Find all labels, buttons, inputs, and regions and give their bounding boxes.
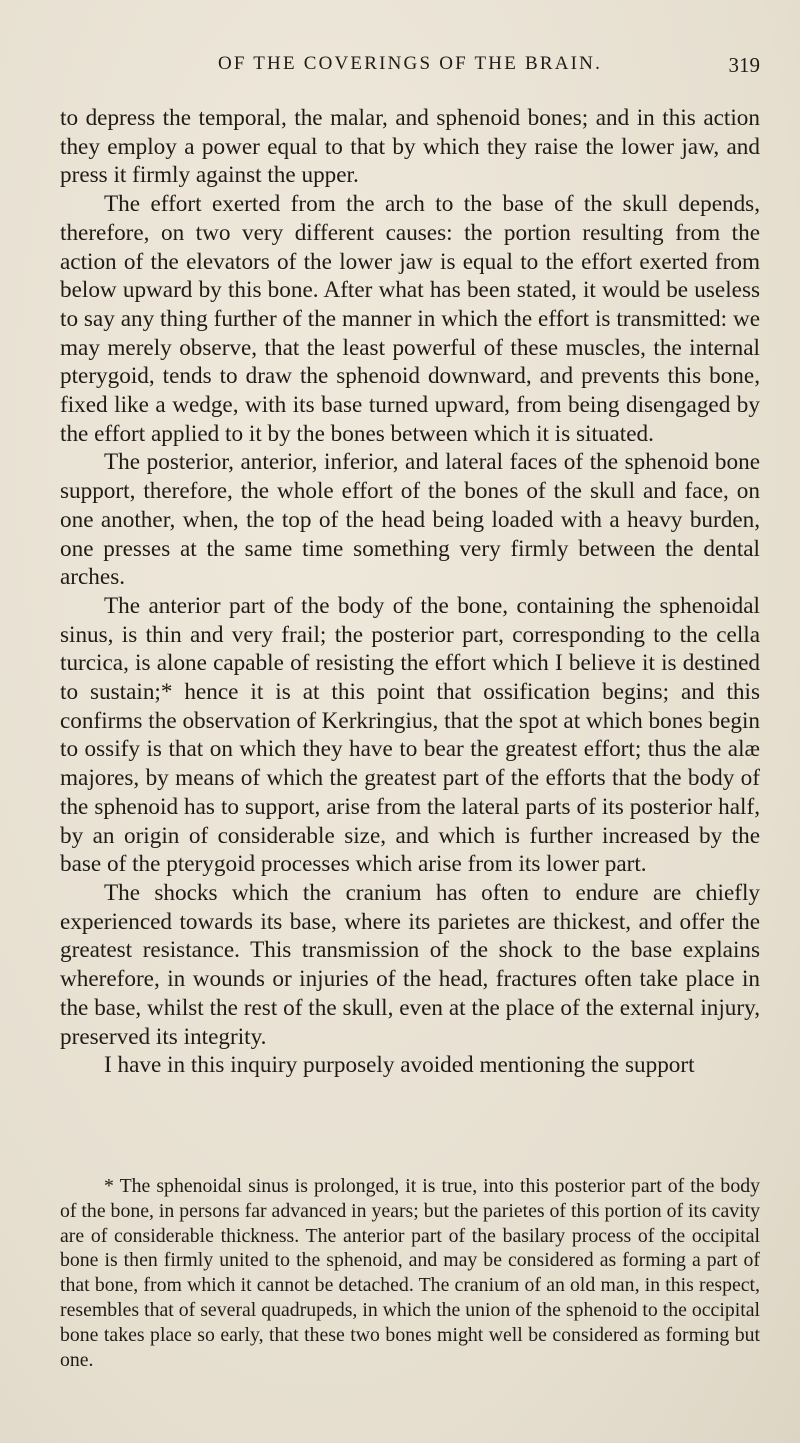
footnote <box>60 1174 760 1372</box>
paragraph: The posterior, anterior, inferior, and lateral faces of the sphenoid bone support, therefore, the whole effort of the bones of the skull and face, on one another, when, the top of the head being loaded with a heavy burden, one presses at the same time something very firmly between the dental arches. <box>60 449 760 591</box>
paragraph: The effort exerted from the arch to the base of the skull depends, therefore, on two very different causes: the portion resulting from the action of the elevators of the lower jaw is equal to the effort exerted from below upward by this bone. After what has been stated, it would be useless to say any thing further of the manner in which the effort is transmitted: we may merely observe, that the least powerful of these muscles, the internal pterygoid, tends to draw the sphenoid downward, and prevents this bone, fixed like a wedge, with its base turned upward, from being disengaged by the effort applied to it by the bones between which it is situated. <box>60 191 760 447</box>
paragraph: The anterior part of the body of the bone, containing the sphenoidal sinus, is thin and very frail; the posterior part, corresponding to the cella turcica, is alone capable of resisting the effort which I believe it is destined to sustain;* hence it is at this point that ossification begins; and this confirms the observation of Kerkringius, that the spot at which bones begin to ossify is that on which they have to bear the greatest effort; thus the alæ majores, by means of which the greatest part of the efforts that the body of the sphenoid has to support, arise from the lateral parts of its posterior half, by an origin of considerable size, and which is further increased by the base of the pterygoid processes which arise from its lower part. <box>60 592 760 878</box>
running-head: OF THE COVERINGS OF THE BRAIN. <box>217 53 603 74</box>
page-number: 319 <box>728 53 760 77</box>
page-header <box>60 53 760 79</box>
paragraph: The shocks which the cranium has often to endure are chiefly experienced towards its base, where its parietes are thickest, and offer the greatest resistance. This transmission of the shock to the base explains wherefore, in wounds or injuries of the head, fractures often take place in the base, whilst the rest of the skull, even at the place of the external injury, preserved its integrity. <box>60 879 760 1050</box>
paragraph-continuation: to depress the temporal, the malar, and sphenoid bones; and in this action they employ a power equal to that by which they raise the lower jaw, and press it firmly against the upper. <box>60 105 760 189</box>
paragraph-final: I have in this inquiry purposely avoided mentioning the support <box>104 1052 695 1079</box>
footnote-text: * The sphenoidal sinus is prolonged, it is true, into this posterior part of the body of the bone, in persons far advanced in years; but the parietes of this portion of its cavity are of considerable thickness. The anterior part of the basilary process of the occipital bone is then firmly united to the sphenoid, and may be considered as forming a part of that bone, from which it cannot be detached. The cranium of an old man, in this respect, resembles that of several quadrupeds, in which the union of the sphenoid to the occipital bone takes place so early, that these two bones might well be considered as forming but one. <box>60 1175 760 1371</box>
body-text <box>60 104 760 1080</box>
